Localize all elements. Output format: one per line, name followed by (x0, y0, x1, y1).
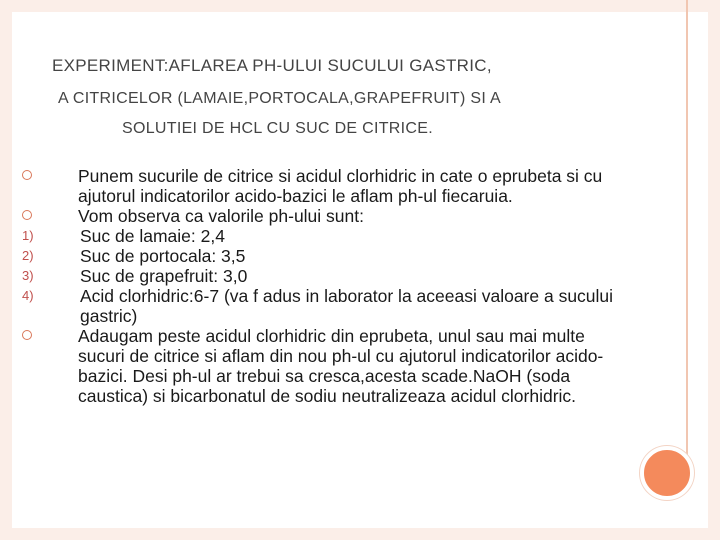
list-item (20, 166, 620, 206)
list-item (20, 246, 620, 266)
slide-title-line-2: A CITRICELOR (LAMAIE,PORTOCALA,GRAPEFRUIT) SI A (58, 90, 501, 107)
list-item (20, 206, 620, 226)
bullet-icon (20, 166, 78, 186)
list-item-text: Vom observa ca valorile ph-ului sunt: (78, 206, 364, 226)
list-item-text: Suc de portocala: 3,5 (80, 246, 246, 266)
list-item-text: Suc de lamaie: 2,4 (80, 226, 225, 246)
slide-frame-top (0, 0, 720, 12)
list-number: 1) (22, 228, 34, 243)
list-item (20, 326, 620, 406)
list-number: 4) (22, 288, 34, 303)
list-item (20, 226, 620, 246)
circle-bullet-icon (22, 330, 32, 340)
circle-bullet-icon (22, 210, 32, 220)
list-item (20, 266, 620, 286)
slide-title-line-3: SOLUTIEI DE HCL CU SUC DE CITRICE. (122, 120, 433, 137)
content-list (20, 166, 620, 406)
bullet-icon (20, 326, 78, 346)
list-item-text: Acid clorhidric:6-7 (va f adus in laborator la aceeasi valoare a sucului gastric) (80, 286, 614, 326)
list-item-text: Adaugam peste acidul clorhidric din eprubeta, unul sau mai multe sucuri de citrice si aflam din nou ph-ul cu ajutorul indicatorilor acido-bazici. Desi ph-ul ar trebui sa cresca,acesta scade.NaOH (soda caustica) si bicarbonatul de sodiu neutralizeaza acidul clorhidric. (78, 326, 604, 406)
list-item (20, 286, 620, 326)
bullet-icon (20, 206, 78, 226)
list-item-text: Punem sucurile de citrice si acidul clorhidric in cate o eprubeta si cu ajutorul indicatorilor acido-bazici le aflam ph-ul fiecaruia. (78, 166, 603, 206)
decorative-vertical-line (686, 0, 688, 488)
list-number: 2) (22, 248, 34, 263)
circle-bullet-icon (22, 170, 32, 180)
slide-frame-left (0, 0, 12, 540)
list-item-text: Suc de grapefruit: 3,0 (80, 266, 248, 286)
slide-title-line-1: EXPERIMENT:AFLAREA PH-ULUI SUCULUI GASTRIC, (52, 56, 492, 75)
decorative-circle (640, 446, 694, 500)
slide-frame-right (708, 0, 720, 540)
slide-frame-bottom (0, 528, 720, 540)
list-number: 3) (22, 268, 34, 283)
